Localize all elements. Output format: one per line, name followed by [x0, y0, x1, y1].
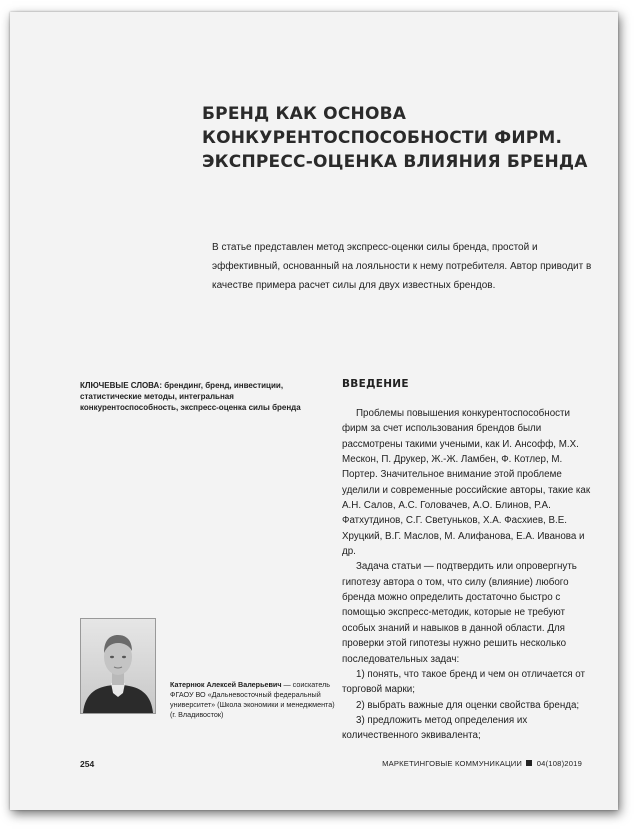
author-portrait-icon [81, 619, 155, 713]
author-caption [170, 680, 340, 720]
paragraph: 2) выбрать важные для оценки свойства бренда; [356, 699, 580, 711]
page-number: 254 [80, 759, 95, 769]
journal-footer [382, 759, 582, 768]
title-line: БРЕНД КАК ОСНОВА [202, 104, 407, 124]
paragraph: 3) предложить метод определения их количественного эквивалента; [342, 714, 528, 742]
body-text [342, 406, 596, 744]
square-bullet-icon [526, 760, 532, 766]
author-photo [80, 618, 156, 714]
paragraph: Проблемы повышения конкурентоспособности фирм за счет использования брендов были рассмотрены такими учеными, как И. Ансофф, М.Х. Мескон, П. Друкер, Ж.-Ж. Ламбен, Ф. Котлер, М. Портер. Значительное внимание этой проблеме уделили и современные российские авторы, такие как А.Н. Салов, А.С. Головачев, А.О. Блинов, Р.А. Фатхутдинов, С.Г. Светуньков, Х.А. Фасхиев, В.Е. Хруцкий, В.Г. Маслов, М. Алифанова, Е.А. Иванова и др. [342, 408, 591, 558]
journal-issue: 04(108)2019 [536, 759, 582, 768]
section-heading: ВВЕДЕНИЕ [342, 378, 409, 390]
title-line: ЭКСПРЕСС-ОЦЕНКА ВЛИЯНИЯ БРЕНДА [202, 152, 588, 172]
article-abstract: В статье представлен метод экспресс-оценки силы бренда, простой и эффективный, основанный на лояльности к нему потребителя. Автор приводит в качестве примера расчет силы для двух известных брендов. [212, 242, 592, 291]
keywords: КЛЮЧЕВЫЕ СЛОВА: брендинг, бренд, инвестиции, статистические методы, интегральная конкурентоспособность, экспресс-оценка силы бренда [80, 381, 301, 412]
article-title [202, 102, 602, 174]
journal-name: МАРКЕТИНГОВЫЕ КОММУНИКАЦИИ [382, 759, 523, 768]
title-line: КОНКУРЕНТОСПОСОБНОСТИ ФИРМ. [202, 128, 563, 148]
paragraph: Задача статьи — подтвердить или опровергнуть гипотезу автора о том, что силу (влияние) любого бренда можно определить достаточно быстро с помощью экспресс-методик, которые не требуют особых знаний и навыков в данной области. Для проверки этой гипотезы нужно решить несколько последовательных задач: [342, 561, 577, 665]
author-affiliation: — соискатель ФГАОУ ВО «Дальневосточный федеральный университет» (Школа экономики и менеджмента) (г. Владивосток) [170, 680, 335, 719]
author-name: Катернюк Алексей Валерьевич [170, 680, 282, 689]
journal-page [10, 12, 618, 810]
paragraph: 1) понять, что такое бренд и чем он отличается от торговой марки; [342, 668, 585, 696]
